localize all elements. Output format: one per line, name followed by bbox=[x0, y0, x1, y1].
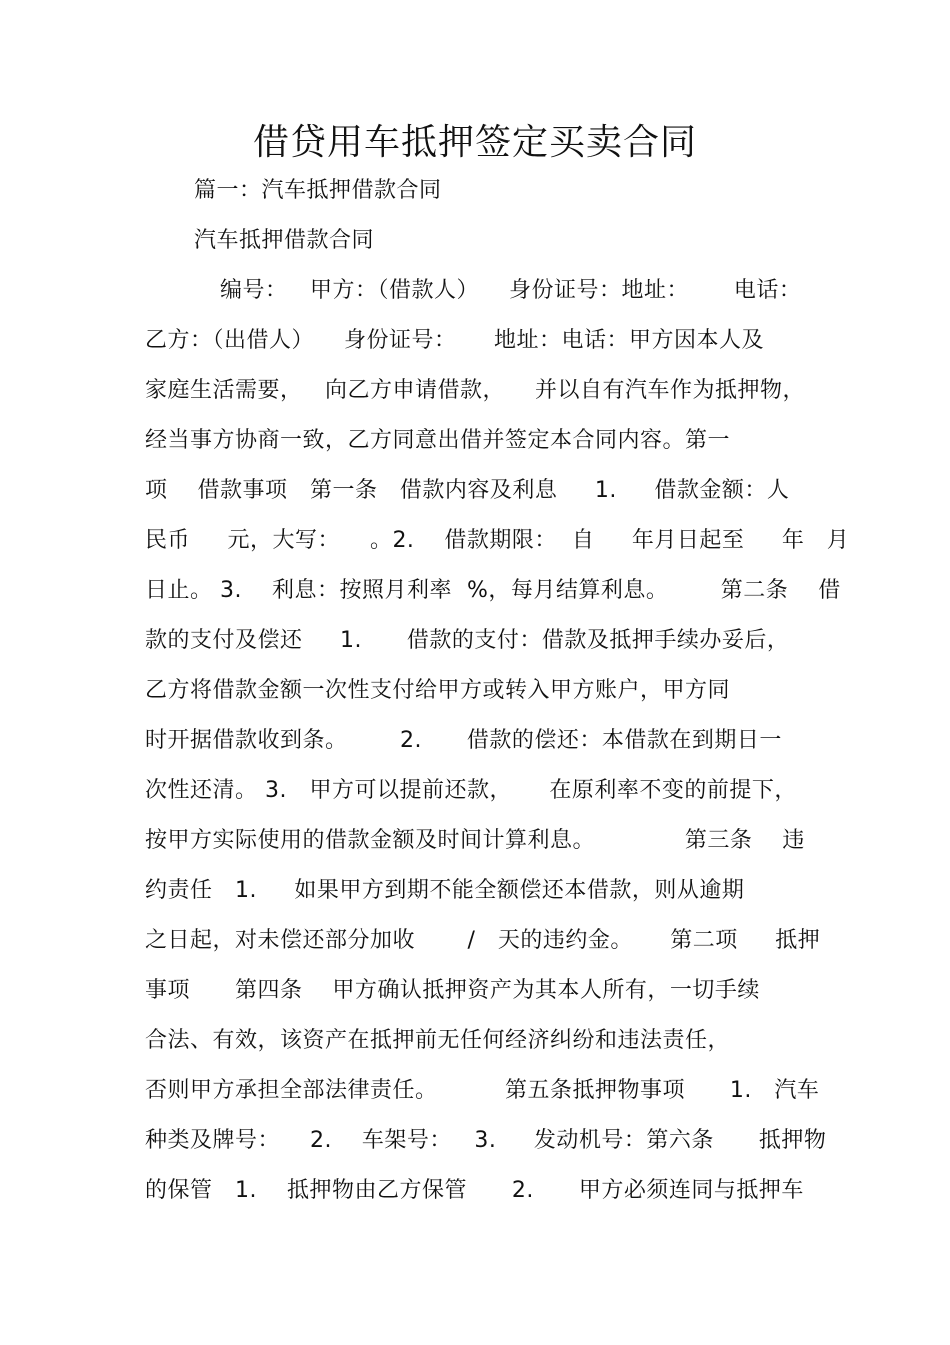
body-line: 民币 元，大写： 。2. 借款期限： 自 年月日起至 年 月 bbox=[145, 528, 850, 553]
body-line: 之日起，对未偿还部分加收 / 天的违约金。 第二项 抵押 bbox=[145, 928, 821, 953]
body-line: 款的支付及偿还 1. 借款的支付：借款及抵押手续办妥后， bbox=[145, 628, 790, 653]
body-line: 项 借款事项 第一条 借款内容及利息 1. 借款金额：人 bbox=[145, 478, 790, 503]
body-line: 种类及牌号： 2. 车架号： 3. 发动机号：第六条 抵押物 bbox=[145, 1128, 827, 1153]
body-line: 否则甲方承担全部法律责任。 第五条抵押物事项 1. 汽车 bbox=[145, 1078, 820, 1103]
subheading: 篇一：汽车抵押借款合同 bbox=[194, 178, 442, 203]
body-line: 日止。 3. 利息：按照月利率 %，每月结算利息。 第二条 借 bbox=[145, 578, 841, 603]
body-line: 乙方将借款金额一次性支付给甲方或转入甲方账户，甲方同 bbox=[145, 678, 731, 703]
body-line: 的保管 1. 抵押物由乙方保管 2. 甲方必须连同与抵押车 bbox=[145, 1178, 804, 1203]
body-line: 经当事方协商一致，乙方同意出借并签定本合同内容。第一 bbox=[145, 428, 731, 453]
body-line: 时开据借款收到条。 2. 借款的偿还：本借款在到期日一 bbox=[145, 728, 782, 753]
body-line: 家庭生活需要， 向乙方申请借款， 并以自有汽车作为抵押物， bbox=[145, 378, 805, 403]
body-line: 合法、有效，该资产在抵押前无任何经济纠纷和违法责任， bbox=[145, 1028, 731, 1053]
body-line: 按甲方实际使用的借款金额及时间计算利息。 第三条 违 bbox=[145, 828, 805, 853]
document-title: 借贷用车抵押签定买卖合同 bbox=[252, 122, 697, 163]
body-line: 约责任 1. 如果甲方到期不能全额偿还本借款，则从逾期 bbox=[145, 878, 745, 903]
body-line: 事项 第四条 甲方确认抵押资产为其本人所有，一切手续 bbox=[145, 978, 760, 1003]
body-line: 乙方：（出借人） 身份证号： 地址：电话：甲方因本人及 bbox=[145, 328, 764, 353]
body-line: 次性还清。 3. 甲方可以提前还款， 在原利率不变的前提下， bbox=[145, 778, 797, 803]
body-line: 编号： 甲方：（借款人） 身份证号：地址： 电话： bbox=[220, 278, 802, 303]
contract-title: 汽车抵押借款合同 bbox=[194, 228, 375, 253]
